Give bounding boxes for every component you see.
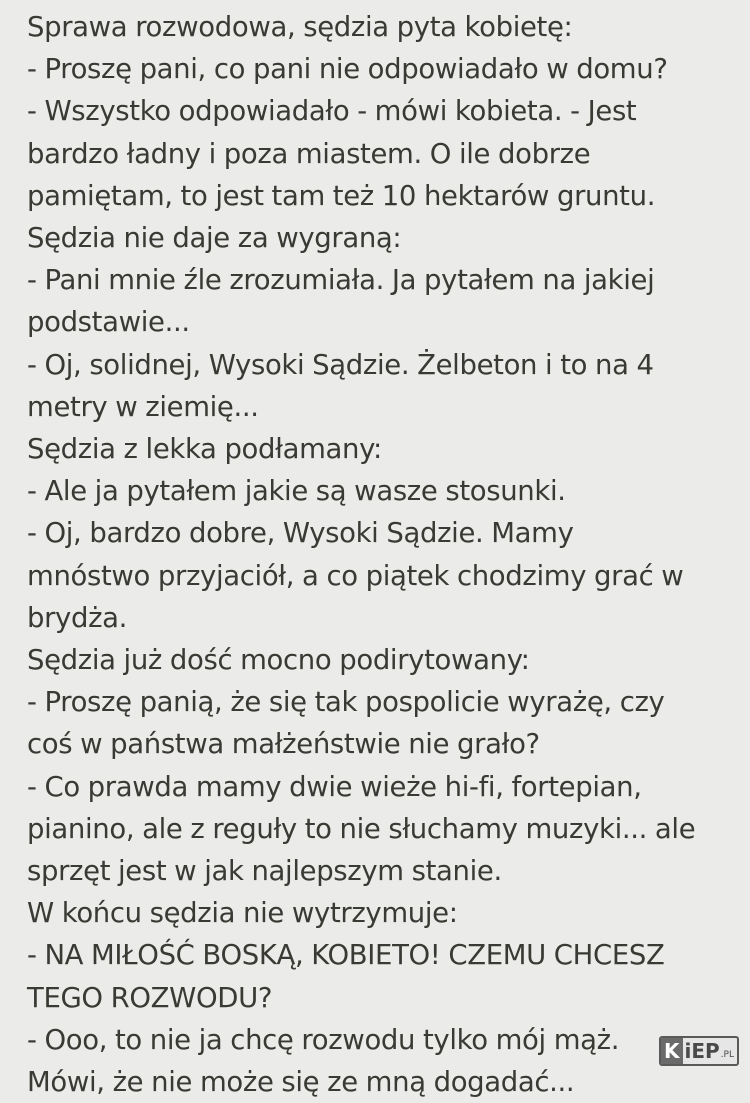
text-line: W końcu sędzia nie wytrzymuje:: [27, 897, 458, 930]
text-line: Sprawa rozwodowa, sędzia pyta kobietę:: [27, 11, 573, 43]
text-line: - Oj, solidnej, Wysoki Sądzie. Żelbeton i to na 4: [27, 348, 654, 381]
text-line: - Proszę panią, że się tak pospolicie wyrażę, czy: [27, 686, 665, 719]
text-line: brydża.: [27, 601, 128, 634]
text-line: Sędzia już dość mocno podirytowany:: [27, 644, 530, 677]
text-line: metry w ziemię...: [27, 390, 259, 423]
text-line: - Oj, bardzo dobre, Wysoki Sądzie. Mamy: [27, 517, 574, 550]
text-line: - Ale ja pytałem jakie są wasze stosunki.: [27, 475, 566, 508]
text-line: Mówi, że nie może się ze mną dogadać...: [27, 1066, 575, 1099]
text-line: - Co prawda mamy dwie wieże hi-fi, fortepian,: [27, 770, 642, 803]
text-line: bardzo ładny i poza miastem. O ile dobrze: [27, 137, 591, 170]
joke-text: [27, 6, 739, 1103]
watermark-initial: K: [661, 1038, 683, 1064]
text-line: - Ooo, to nie ja chcę rozwodu tylko mój mąż.: [27, 1023, 620, 1056]
text-line: mnóstwo przyjaciół, a co piątek chodzimy grać w: [27, 559, 684, 592]
text-line: coś w państwa małżeństwie nie grało?: [27, 728, 540, 761]
text-line: - Proszę pani, co pani nie odpowiadało w domu?: [27, 53, 668, 86]
text-line: - NA MIŁOŚĆ BOSKĄ, KOBIETO! CZEMU CHCESZ: [27, 939, 665, 972]
text-line: - Pani mnie źle zrozumiała. Ja pytałem na jakiej: [27, 264, 655, 297]
text-line: pianino, ale z reguły to nie słuchamy muzyki... ale: [27, 812, 696, 845]
kiep-watermark-logo: [659, 1036, 739, 1066]
text-line: Sędzia nie daje za wygraną:: [27, 222, 402, 255]
watermark-domain: .PL: [720, 1050, 734, 1060]
text-line: Sędzia z lekka podłamany:: [27, 433, 382, 466]
text-line: - Wszystko odpowiadało - mówi kobieta. - Jest: [27, 95, 637, 128]
text-line: sprzęt jest w jak najlepszym stanie.: [27, 855, 502, 888]
text-line: TEGO ROZWODU?: [27, 981, 273, 1014]
text-line: pamiętam, to jest tam też 10 hektarów gruntu.: [27, 179, 656, 212]
watermark-name: iEP: [684, 1039, 720, 1063]
text-line: podstawie...: [27, 306, 190, 339]
